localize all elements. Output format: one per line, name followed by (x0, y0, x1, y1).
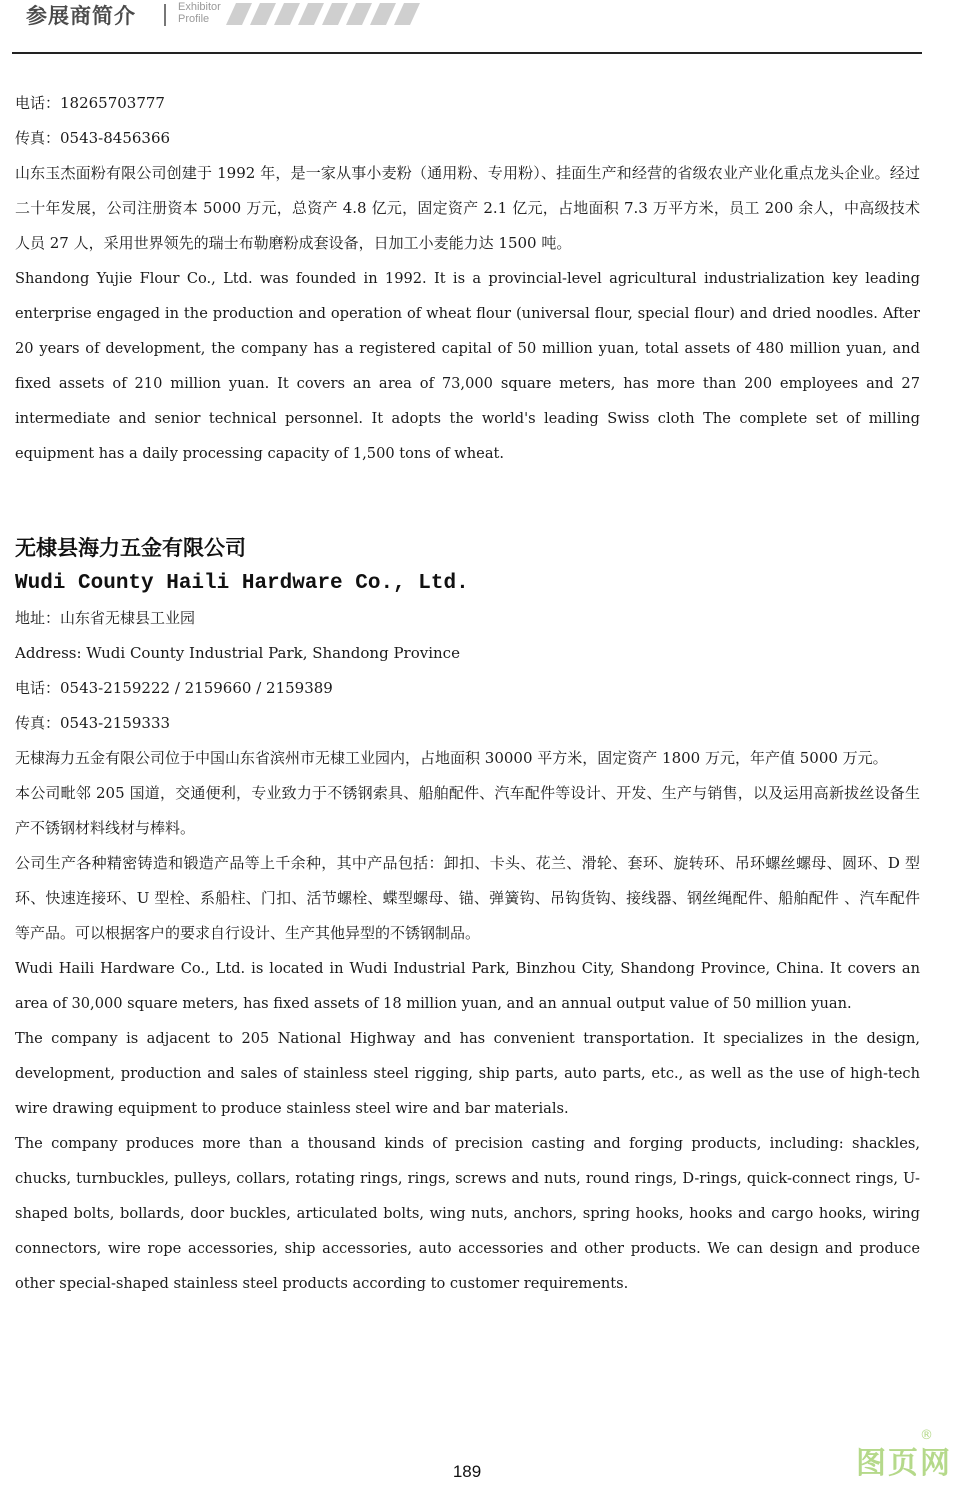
company2-intro-en-3: The company produces more than a thousand kinds of precision casting and forging products, including: shackles, chucks, turnbuckles, pulleys, collars, rotating rings, rings, screws and nuts, round rings, D-rings, quick-connect rings, U-shaped bolts, bollards, door buckles, articulated bolts, wing nuts, anchors, spring hooks, hooks and cargo hooks, wiring connectors, wire rope accessories, ship accessories, auto accessories and other products. We can design and produce other special-shaped stainless steel products according to customer requirements. (15, 1135, 920, 1292)
company1-phone: 电话：18265703777 (15, 94, 165, 112)
section-title: 参展商简介 (26, 4, 136, 28)
registered-mark-icon: ® (920, 1428, 933, 1443)
company-yujie (15, 86, 920, 471)
watermark-logo (856, 1430, 966, 1480)
company1-intro-cn: 山东玉杰面粉有限公司创建于 1992 年，是一家从事小麦粉（通用粉、专用粉）、挂面生产和经营的省级农业产业化重点龙头企业。经过二十年发展，公司注册资本 5000 万元，总资产 4.8 亿元，固定资产 2.1 亿元，占地面积 7.3 万平方米，员工 200 余人，中高级技术人员 27 人，采用世界领先的瑞士布勒磨粉成套设备，日加工小麦能力达 1500 吨。 (15, 164, 920, 252)
page-number: 189 (452, 1462, 482, 1481)
watermark-text: 图页网 (856, 1446, 952, 1481)
company2-intro-cn-1: 无棣海力五金有限公司位于中国山东省滨州市无棣工业园内，占地面积 30000 平方米，固定资产 1800 万元，年产值 5000 万元。 (15, 749, 888, 767)
company2-fax: 传真：0543-2159333 (15, 714, 171, 732)
company1-fax: 传真：0543-8456366 (15, 129, 171, 147)
company1-intro-en: Shandong Yujie Flour Co., Ltd. was founded in 1992. It is a provincial-level agricultural industrialization key leading enterprise engaged in the production and operation of wheat flour (universal flour, special flour) and dried noodles. After 20 years of development, the company has a registered capital of 50 million yuan, total assets of 480 million yuan, and fixed assets of 210 million yuan. It covers an area of 73,000 square meters, has more than 200 employees and 27 intermediate and senior technical personnel. It adopts the world's leading Swiss cloth The complete set of milling equipment has a daily processing capacity of 1,500 tons of wheat. (15, 270, 920, 462)
company2-address-cn: 地址：山东省无棣县工业园 (15, 609, 196, 627)
company2-intro-cn-2: 本公司毗邻 205 国道，交通便利，专业致力于不锈钢索具、船舶配件、汽车配件等设计、开发、生产与销售，以及运用高新拔丝设备生产不锈钢材料线材与棒料。 (15, 784, 920, 837)
company2-intro-cn-3: 公司生产各种精密铸造和锻造产品等上千余种，其中产品包括：卸扣、卡头、花兰、滑轮、套环、旋转环、吊环螺丝螺母、圆环、D 型环、快速连接环、U 型栓、系船柱、门扣、活节螺栓、蝶型螺母、锚、弹簧钩、吊钩货钩、接线器、钢丝绳配件、船舶配件 、汽车配件等产品。可以根据客户的要求自行设计、生产其他异型的不锈钢制品。 (15, 854, 920, 942)
company2-phone: 电话：0543-2159222 / 2159660 / 2159389 (15, 679, 333, 697)
section-subtitle (178, 1, 221, 25)
company2-name-cn: 无棣县海力五金有限公司 (15, 536, 246, 560)
decorative-stripes-icon (226, 3, 426, 25)
company-haili (15, 531, 920, 1301)
page-content (15, 86, 920, 1301)
section-subtitle-line1: Exhibitor (178, 1, 221, 13)
header-divider (164, 4, 166, 26)
company2-address-en: Address: Wudi County Industrial Park, Shandong Province (15, 644, 460, 662)
company2-intro-en-1: Wudi Haili Hardware Co., Ltd. is located in Wudi Industrial Park, Binzhou City, Shandong Province, China. It covers an area of 30,000 square meters, has fixed assets of 18 million yuan, and an annual output value of 50 million yuan. (15, 960, 920, 1012)
company2-intro-en-2: The company is adjacent to 205 National Highway and has convenient transportation. It specializes in the design, development, production and sales of stainless steel rigging, ship parts, auto parts, etc., as well as the use of high-tech wire drawing equipment to produce stainless steel wire and bar materials. (15, 1030, 920, 1117)
section-subtitle-line2: Profile (178, 13, 210, 25)
page-header (0, 0, 980, 54)
header-rule (12, 52, 922, 54)
company2-name-en: Wudi County Haili Hardware Co., Ltd. (15, 572, 469, 595)
